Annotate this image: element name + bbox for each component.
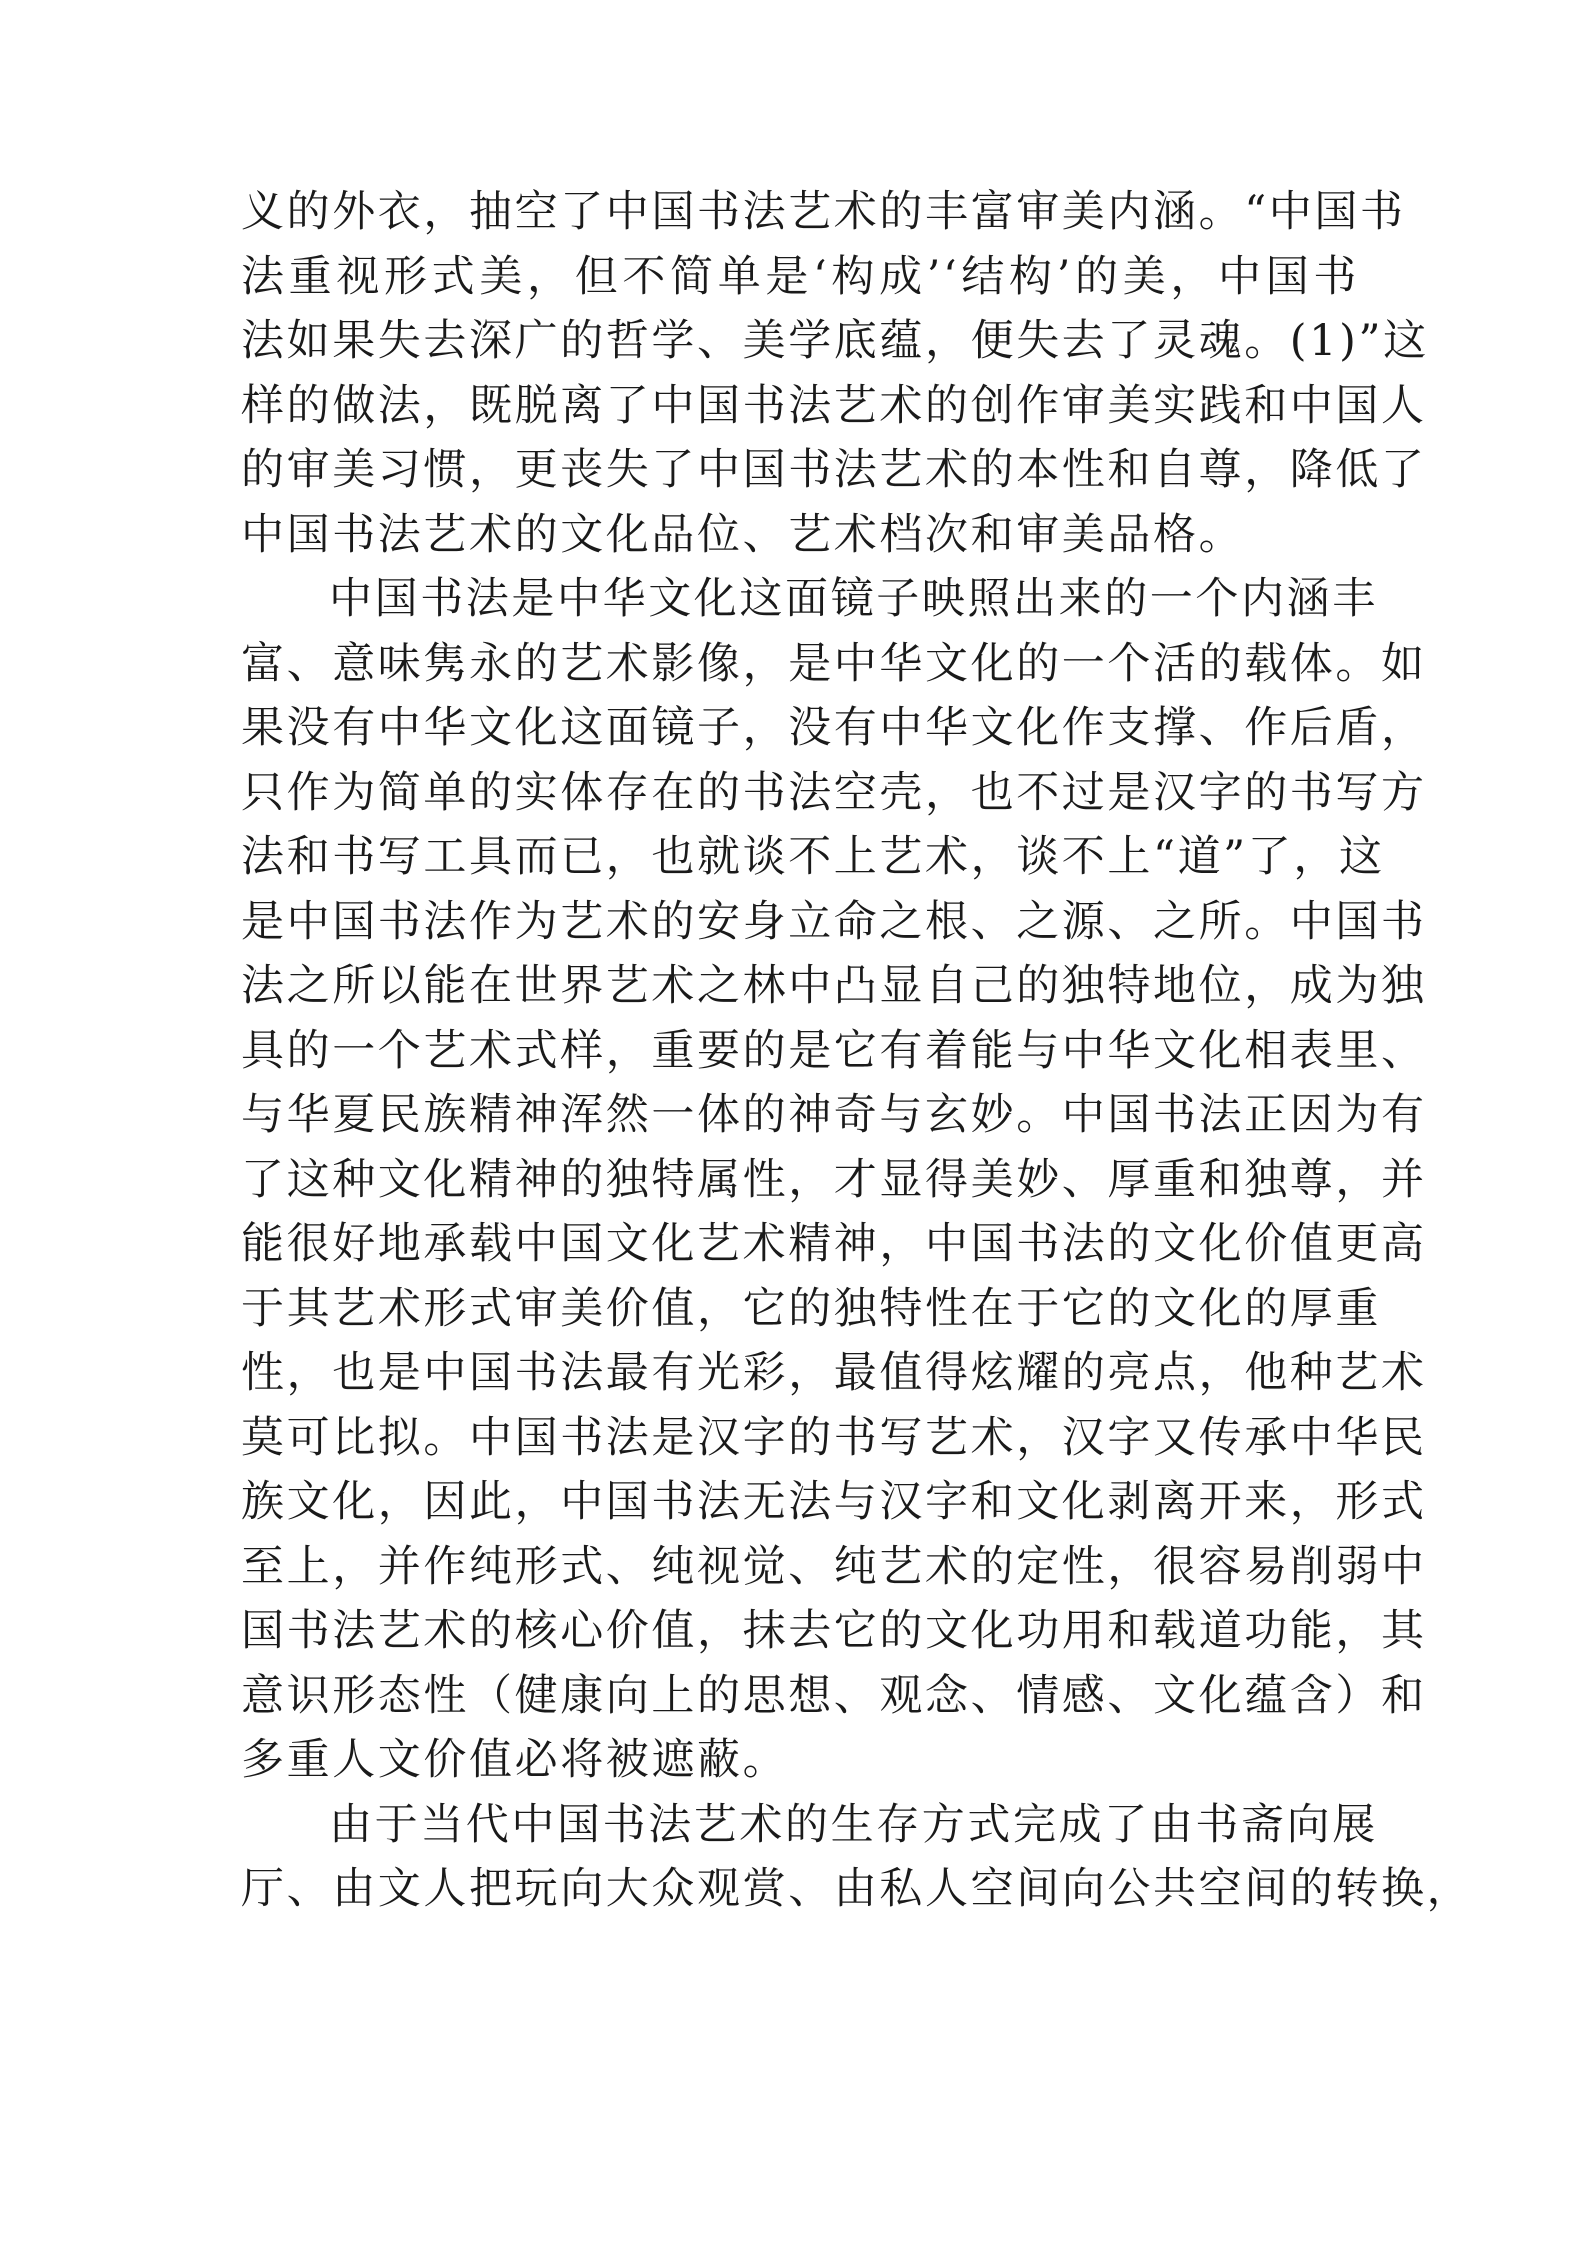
text-line: 中国书法是中华文化这面镜子映照出来的一个内涵丰 [329, 574, 1378, 624]
text-line: 族文化，因此，中国书法无法与汉字和文化剥离开来，形式 [241, 1477, 1427, 1527]
text-line: 的审美习惯，更丧失了中国书法艺术的本性和自尊，降低了 [241, 445, 1427, 495]
text-line: 法重视形式美，但不简单是‘构成’‘结构’的美，中国书 [241, 251, 1359, 302]
text-line: 与华夏民族精神浑然一体的神奇与玄妙。中国书法正因为有 [241, 1090, 1427, 1140]
text-line: 了这种文化精神的独特属性，才显得美妙、厚重和独尊，并 [241, 1154, 1427, 1205]
text-line: 由于当代中国书法艺术的生存方式完成了由书斋向展 [329, 1799, 1378, 1850]
text-line: 于其艺术形式审美价值，它的独特性在于它的文化的厚重 [241, 1283, 1381, 1334]
text-line: 法之所以能在世界艺术之林中凸显自己的独特地位，成为独 [241, 961, 1427, 1011]
paragraph [241, 180, 1429, 567]
text-line: 莫可比拟。中国书法是汉字的书写艺术，汉字又传承中华民 [241, 1412, 1427, 1463]
text-line: 能很好地承载中国文化艺术精神，中国书法的文化价值更高 [241, 1219, 1427, 1269]
text-line: 性，也是中国书法最有光彩，最值得炫耀的亮点，他种艺术 [241, 1348, 1427, 1398]
text-line: 具的一个艺术式样，重要的是它有着能与中华文化相表里、 [241, 1025, 1427, 1076]
body-text [241, 180, 1473, 1922]
text-line: 样的做法，既脱离了中国书法艺术的创作审美实践和中国人 [241, 380, 1427, 431]
text-line: 富、意味隽永的艺术影像，是中华文化的一个活的载体。如 [241, 638, 1427, 689]
text-line: 义的外衣，抽空了中国书法艺术的丰富审美内涵。“中国书 [241, 187, 1406, 237]
text-line: 果没有中华文化这面镜子，没有中华文化作支撑、作后盾， [241, 703, 1427, 753]
text-line: 至上，并作纯形式、纯视觉、纯艺术的定性，很容易削弱中 [241, 1541, 1427, 1592]
text-line: 是中国书法作为艺术的安身立命之根、之源、之所。中国书 [241, 896, 1427, 947]
text-line: 法如果失去深广的哲学、美学底蕴，便失去了灵魂。(1)”这 [241, 316, 1429, 366]
text-line: 多重人文价值必将被遮蔽。 [241, 1735, 789, 1785]
text-line: 意识形态性（健康向上的思想、观念、情感、文化蕴含）和 [241, 1670, 1427, 1721]
text-line: 厅、由文人把玩向大众观赏、由私人空间向公共空间的转换， [241, 1864, 1473, 1914]
text-line: 法和书写工具而已，也就谈不上艺术，谈不上“道”了，这 [241, 832, 1385, 882]
text-line: 中国书法艺术的文化品位、艺术档次和审美品格。 [241, 509, 1245, 560]
text-line: 只作为简单的实体存在的书法空壳，也不过是汉字的书写方 [241, 767, 1427, 818]
text-line: 国书法艺术的核心价值，抹去它的文化功用和载道功能，其 [241, 1606, 1427, 1656]
paragraph [241, 567, 1427, 1793]
paragraph [241, 1793, 1473, 1922]
